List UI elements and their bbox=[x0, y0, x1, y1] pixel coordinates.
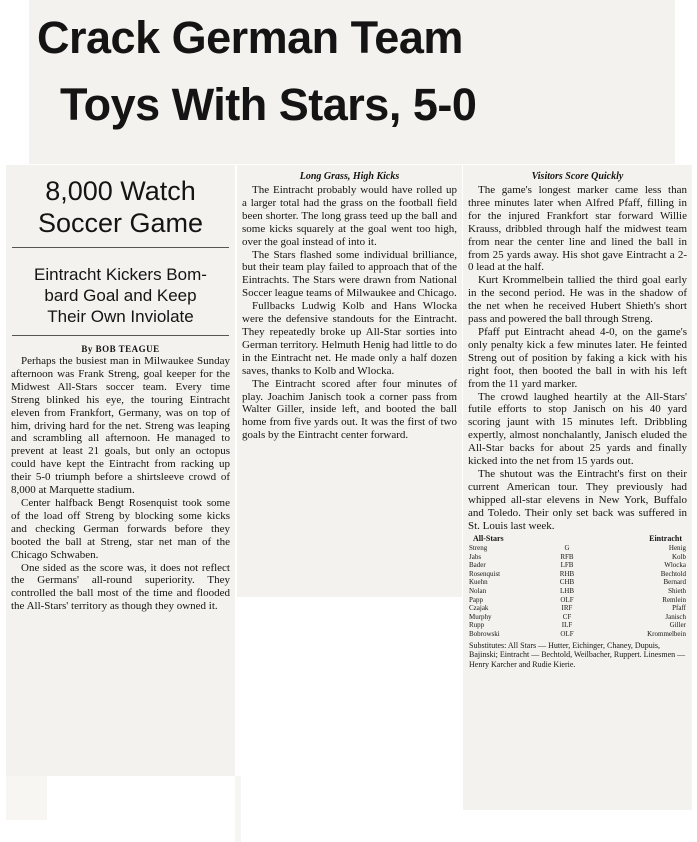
lineup-position: ILF bbox=[561, 621, 573, 630]
lineup-player-allstars: Papp bbox=[469, 595, 483, 604]
article-paragraph: Perhaps the busiest man in Milwaukee Sunday afternoon was Frank Streng, goal keeper for the Midwest All-Stars soccer team. Every time Streng blinked his eye, the touring Eintracht eleven from Frankfort, Germany, was on top of him, driving hard for the net. Streng was leaping and scrambling all afternoon. He managed to prevent at least 21 goals, but only an octopus could have kept the Eintracht from racking up their 5-0 triumph before a shirtsleeve crowd of 8,000 at Marquette stadium. bbox=[11, 355, 230, 497]
lineup-substitutes: Substitutes: All Stars — Hutter, Eichinger, Chaney, Dupuis, Bajinski; Eintracht — Bechtold, Weilbacher, Ruppert. Linesmen — Henry Karcher and Rudie Kierie. bbox=[469, 640, 686, 669]
deck-primary-line: Soccer Game bbox=[37, 208, 204, 238]
lineup-player-allstars: Czajak bbox=[469, 604, 489, 613]
lineup-player-allstars: Jabs bbox=[469, 552, 482, 561]
lineup-position: OLF bbox=[560, 595, 574, 604]
byline-divider bbox=[12, 335, 229, 336]
lineup-header bbox=[469, 535, 686, 544]
deck-primary-line: 8,000 Watch bbox=[45, 176, 196, 206]
lineup-row bbox=[469, 630, 686, 639]
lineup-player-eintracht: Henig bbox=[668, 544, 686, 553]
deck-secondary-line: Their Own Inviolate bbox=[47, 307, 194, 326]
lineup-row bbox=[469, 587, 686, 596]
lineup-row bbox=[469, 578, 686, 587]
lineup-player-allstars: Streng bbox=[469, 544, 488, 553]
article-paragraph: Kurt Krommelbein tallied the third goal early in the second period. He was in the shadow of the net when he received Hubert Shieth's short pass and powered the ball through Streng. bbox=[468, 274, 687, 326]
deck-secondary-line: bard Goal and Keep bbox=[44, 286, 197, 305]
lineup-row bbox=[469, 613, 686, 622]
article-paragraph: The game's longest marker came less than three minutes later when Alfred Pfaff, filling in for the injured Frankfort star forward Willie Krauss, dribbled through half the midwest team from near the center line and lined the ball in from 25 yards away. His shot gave Eintracht a 2-0 lead at the half. bbox=[468, 184, 687, 274]
deck-primary bbox=[6, 175, 235, 239]
lineup-rows bbox=[469, 544, 686, 639]
subhead: Long Grass, High Kicks bbox=[299, 171, 400, 182]
article-paragraph: The Stars flashed some individual brilliance, but their team play failed to approach that of the Eintrachts. The Stars were drawn from National Soccer league teams of Milwaukee and Chicago. bbox=[242, 248, 457, 300]
article-paragraph: Fullbacks Ludwig Kolb and Hans Wlocka were the defensive standouts for the Eintracht. They repeatedly broke up All-Star sorties into German territory. Helmuth Henig had little to do in the Eintracht net. He made only a half dozen saves, thanks to Kolb and Wlocka. bbox=[242, 300, 457, 377]
clipping-edge bbox=[6, 776, 47, 820]
lineup-position: OLF bbox=[560, 630, 574, 638]
lineup-player-allstars: Bobrowski bbox=[469, 630, 500, 638]
lineup-position: G bbox=[564, 544, 570, 553]
lineup-row bbox=[469, 604, 686, 613]
article-column-3 bbox=[463, 165, 692, 810]
lineup-player-eintracht: Krommelbein bbox=[647, 630, 686, 638]
deck-divider bbox=[12, 247, 229, 248]
lineup-player-eintracht: Wlocka bbox=[664, 561, 686, 570]
article-column-2 bbox=[237, 165, 462, 597]
article-paragraph: The Eintracht scored after four minutes of play. Joachim Janisch took a corner pass from Walter Giller, inside left, and booted the ball home from five yards out. It was the first of two goals by the Eintracht center forward. bbox=[242, 377, 457, 442]
lineup-player-allstars: Nolan bbox=[469, 587, 487, 596]
lineup-position: RHB bbox=[559, 569, 575, 578]
lineup-row bbox=[469, 561, 686, 570]
article-paragraph: One sided as the score was, it does not reflect the Germans' all-round superiority. They controlled the ball most of the time and flooded the All-Stars' territory as though they owned it. bbox=[11, 561, 230, 613]
lineup-player-allstars: Bader bbox=[469, 561, 486, 570]
subhead: Visitors Score Quickly bbox=[531, 171, 624, 182]
lineup-row bbox=[469, 553, 686, 562]
lineup-player-eintracht: Pfaff bbox=[672, 604, 686, 613]
article-paragraph: The Eintracht probably would have rolled up a larger total had the grass on the football field been shorter. The long grass teed up the ball and some kicks squarely at the goal went too high, over the goal instead of into it. bbox=[242, 184, 457, 248]
article-paragraph: The crowd laughed heartily at the All-Stars' futile efforts to stop Janisch on his 40 yard scoring jaunt with 15 minutes left. Dribbling expertly, almost nonchalantly, Janisch eluded the All-Star backs for about 25 yards and finally kicked into the net from 15 yards out. bbox=[468, 390, 687, 468]
lineup-player-allstars: Rupp bbox=[469, 621, 485, 630]
lineup-position: CF bbox=[562, 612, 572, 621]
article-paragraph: Pfaff put Eintracht ahead 4-0, on the game's only penalty kick a few minutes later. He feinted Streng out of position by faking a kick with his right foot, then booted the ball in with his left from the 11 yard marker. bbox=[468, 325, 687, 390]
lineup-row bbox=[469, 621, 686, 630]
lineup-player-allstars: Rosenquist bbox=[469, 569, 501, 578]
clipping-edge bbox=[235, 776, 241, 842]
lineup-header-right: Eintracht bbox=[649, 534, 682, 544]
lineup-table bbox=[469, 535, 686, 638]
lineup-row bbox=[469, 570, 686, 579]
lineup-position: RFB bbox=[560, 552, 574, 561]
lineup-player-eintracht: Bernard bbox=[663, 578, 686, 587]
lineup-player-allstars: Kuehn bbox=[469, 578, 488, 587]
headline-line-1: Crack German Team bbox=[37, 12, 463, 63]
lineup-row bbox=[469, 596, 686, 605]
lineup-position: CHB bbox=[559, 578, 575, 587]
lineup-player-eintracht: Giller bbox=[669, 621, 686, 630]
lineup-player-allstars: Murphy bbox=[469, 612, 492, 621]
deck-secondary bbox=[6, 264, 235, 327]
article-column-1 bbox=[6, 165, 235, 776]
lineup-position: IRF bbox=[561, 604, 573, 613]
lineup-player-eintracht: Kolb bbox=[672, 552, 686, 561]
lineup-player-eintracht: Bechtold bbox=[660, 569, 686, 578]
deck-secondary-line: Eintracht Kickers Bom- bbox=[34, 265, 207, 284]
article-paragraph: The shutout was the Eintracht's first on their current American tour. They previously had whipped all-star elevens in New York, Buffalo and Toledo. Their only set back was suffered in St. Louis last week. bbox=[468, 467, 687, 532]
lineup-position: LFB bbox=[560, 561, 574, 570]
headline-line-2: Toys With Stars, 5-0 bbox=[60, 79, 477, 130]
article-paragraph: Center halfback Bengt Rosenquist took some of the load off Streng by blocking some kicks and checking German forwards before they booted the ball at Streng, star net man of the Chicago Schwaben. bbox=[11, 496, 230, 561]
lineup-player-eintracht: Janisch bbox=[665, 612, 686, 621]
lineup-player-eintracht: Shieth bbox=[668, 587, 686, 596]
lineup-header-left: All-Stars bbox=[473, 534, 504, 544]
headline-clipping bbox=[29, 0, 675, 164]
lineup-row bbox=[469, 544, 686, 553]
lineup-position: LHB bbox=[560, 587, 574, 596]
byline: By BOB TEAGUE bbox=[81, 344, 160, 354]
lineup-player-eintracht: Remlein bbox=[662, 595, 686, 604]
